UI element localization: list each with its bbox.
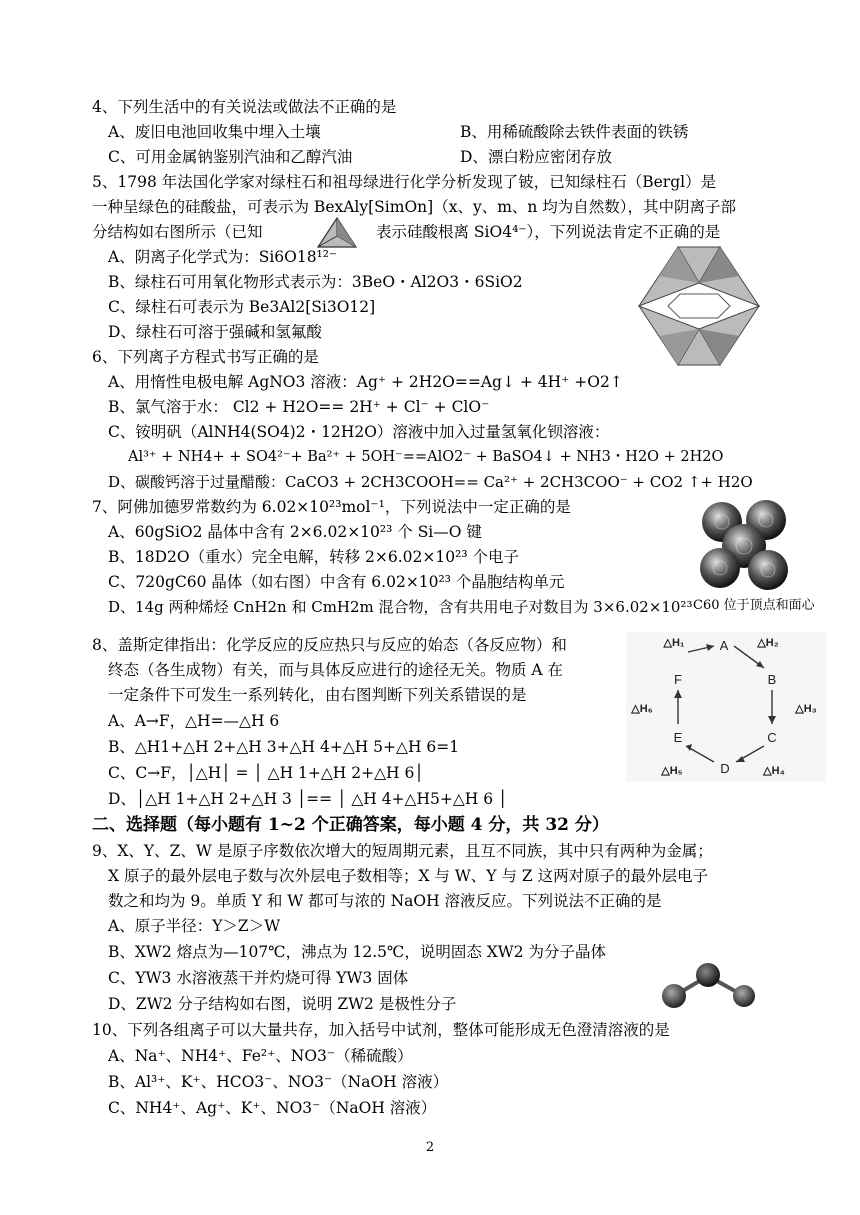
- q8-option-b: B、△H1+△H 2+△H 3+△H 4+△H 5+△H 6=1: [108, 738, 460, 756]
- q5-option-d: D、绿柱石可溶于强碱和氢氟酸: [108, 323, 322, 341]
- q4-option-a: A、废旧电池回收集中埋入土壤: [108, 123, 321, 141]
- q9-option-a: A、原子半径：Y＞Z＞W: [108, 917, 281, 935]
- q8-line2: 终态（各生成物）有关，而与具体反应进行的途径无关。物质 A 在: [108, 661, 564, 679]
- q8-option-c: C、C→F，│△H│ = │ △H 1+△H 2+△H 6│: [108, 764, 424, 782]
- q6-stem: 6、下列离子方程式书写正确的是: [92, 348, 319, 366]
- hess-node-f: F: [674, 672, 682, 687]
- q4-option-b: B、用稀硫酸除去铁件表面的铁锈: [460, 123, 689, 141]
- hess-dh4: △H₄: [763, 765, 785, 777]
- q9-option-b: B、XW2 熔点为—107℃，沸点为 12.5℃，说明固态 XW2 为分子晶体: [108, 943, 607, 961]
- q9-option-c: C、YW3 水溶液蒸干并灼烧可得 YW3 固体: [108, 969, 409, 987]
- bent-molecule-figure: [660, 962, 760, 1010]
- page-number: 2: [425, 1140, 435, 1155]
- hess-node-a: A: [719, 638, 729, 653]
- q10-option-a: A、Na⁺、NH4⁺、Fe²⁺、NO3⁻（稀硫酸）: [108, 1047, 413, 1065]
- hess-node-b: B: [767, 672, 777, 687]
- q5-line1: 5、1798 年法国化学家对绿柱石和祖母绿进行化学分析发现了铍，已知绿柱石（Bergl）是: [92, 173, 717, 191]
- q8-option-a: A、A→F，△H=—△H 6: [108, 712, 280, 730]
- hess-dh6: △H₆: [631, 703, 653, 715]
- q7-option-a: A、60gSiO2 晶体中含有 2×6.02×10²³ 个 Si—O 键: [108, 523, 482, 541]
- q4-option-d: D、漂白粉应密闭存放: [460, 148, 612, 166]
- hess-node-c: C: [767, 730, 777, 745]
- tetrahedron-icon: [316, 217, 358, 249]
- hess-dh3: △H₃: [795, 703, 817, 715]
- q9-line2: X 原子的最外层电子数与次外层电子数相等；X 与 W、Y 与 Z 这两对原子的最外层电子: [108, 867, 709, 885]
- q10-option-b: B、Al³⁺、K⁺、HCO3⁻、NO3⁻（NaOH 溶液）: [108, 1073, 449, 1091]
- q5-option-b: B、绿柱石可用氧化物形式表示为：3BeO・Al2O3・6SiO2: [108, 273, 523, 291]
- hess-cycle-figure: [626, 632, 826, 782]
- q5-line2: 一种呈绿色的硅酸盐，可表示为 BexAly[SimOn]（x、y、m、n 均为自然数），其中阴离子部: [92, 198, 737, 216]
- q9-line1: 9、X、Y、Z、W 是原子序数依次增大的短周期元素，且互不同族，其中只有两种为金属；: [92, 842, 713, 860]
- section-2-title: 二、选择题（每小题有 1~2 个正确答案，每小题 4 分，共 32 分）: [92, 815, 609, 835]
- q5-option-a: A、阴离子化学式为：Si6O18¹²⁻: [108, 248, 338, 266]
- q9-line3: 数之和均为 9。单质 Y 和 W 都可与浓的 NaOH 溶液反应。下列说法不正确的是: [108, 892, 662, 910]
- q5-line3a: 分结构如右图所示（已知: [92, 223, 263, 241]
- q8-option-d: D、│△H 1+△H 2+△H 3 │== │ △H 4+△H5+△H 6 │: [108, 790, 508, 808]
- hess-dh5: △H₅: [661, 765, 683, 777]
- q7-stem: 7、阿佛加德罗常数约为 6.02×10²³mol⁻¹，下列说法中一定正确的是: [92, 498, 571, 516]
- hess-node-e: E: [673, 730, 683, 745]
- q5-option-c: C、绿柱石可表示为 Be3Al2[Si3O12]: [108, 298, 376, 316]
- q5-line3b: 表示硅酸根离 SiO4⁴⁻），下列说法肯定不正确的是: [376, 223, 721, 241]
- hess-dh2: △H₂: [757, 637, 779, 649]
- q10-option-c: C、NH4⁺、Ag⁺、K⁺、NO3⁻（NaOH 溶液）: [108, 1099, 437, 1117]
- q6-option-d: D、碳酸钙溶于过量醋酸：CaCO3 + 2CH3COOH== Ca²⁺ + 2CH3COO⁻ + CO2 ↑+ H2O: [108, 473, 753, 491]
- q10-stem: 10、下列各组离子可以大量共存，加入括号中试剂，整体可能形成无色澄清溶液的是: [92, 1021, 670, 1039]
- q7-option-c: C、720gC60 晶体（如右图）中含有 6.02×10²³ 个晶胞结构单元: [108, 573, 565, 591]
- q8-line1: 8、盖斯定律指出：化学反应的反应热只与反应的始态（各反应物）和: [92, 636, 567, 654]
- q7-option-b: B、18D2O（重水）完全电解，转移 2×6.02×10²³ 个电子: [108, 548, 519, 566]
- q9-option-d: D、ZW2 分子结构如右图，说明 ZW2 是极性分子: [108, 995, 457, 1013]
- q6-option-a: A、用惰性电极电解 AgNO3 溶液：Ag⁺ + 2H2O==Ag↓ + 4H⁺ +O2↑: [108, 373, 623, 391]
- hess-node-d: D: [720, 761, 730, 776]
- q8-line3: 一定条件下可发生一系列转化，由右图判断下列关系错误的是: [108, 686, 527, 704]
- q6-option-b: B、氯气溶于水： Cl2 + H2O== 2H⁺ + Cl⁻ + ClO⁻: [108, 398, 490, 416]
- q7-option-d: D、14g 两种烯烃 CnH2n 和 CmH2m 混合物，含有共用电子对数目为 3×6.02×10²³: [108, 598, 693, 616]
- q6-option-c-equation: Al³⁺ + NH4+ + SO4²⁻+ Ba²⁺ + 5OH⁻==AlO2⁻ + BaSO4↓ + NH3・H2O + 2H2O: [128, 449, 724, 465]
- c60-crystal-figure: [700, 500, 790, 592]
- silicate-ring-figure: [638, 246, 760, 366]
- c60-caption: C60 位于顶点和面心: [693, 598, 815, 613]
- q6-option-c: C、铵明矾（AlNH4(SO4)2・12H2O）溶液中加入过量氢氧化钡溶液：: [108, 423, 610, 441]
- q4-option-c: C、可用金属钠鉴别汽油和乙醇汽油: [108, 148, 353, 166]
- q4-stem: 4、下列生活中的有关说法或做法不正确的是: [92, 98, 397, 116]
- hess-dh1: △H₁: [663, 637, 685, 649]
